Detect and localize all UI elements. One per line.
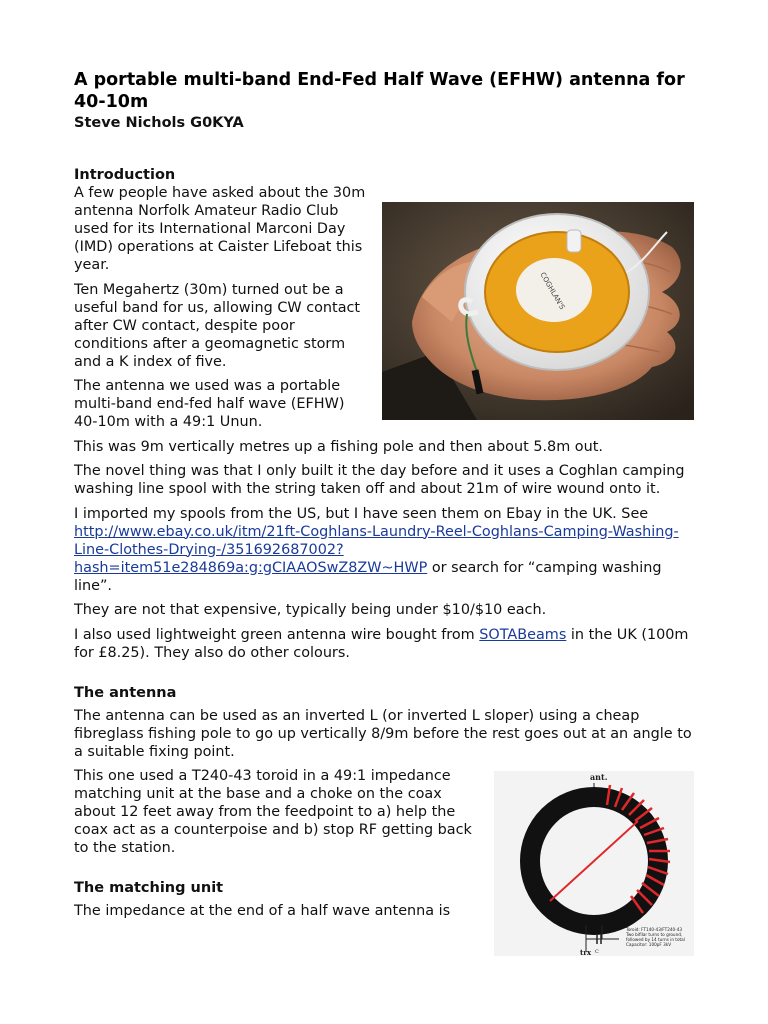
antenna-paragraph-2: This one used a T240-43 toroid in a 49:1 impedance matching unit at the base and a choke on the coax about 12 feet away from the feedpoint to a) help the coax act as a counterpoise and b) stop RF getting back to the station. bbox=[74, 768, 472, 856]
intro-paragraph-8 bbox=[74, 626, 694, 662]
toroid-diagram bbox=[494, 771, 694, 956]
diagram-note-3: followed by 14 turns in total bbox=[626, 937, 685, 942]
article-body bbox=[74, 166, 694, 956]
diagram-label-ant: ant. bbox=[590, 772, 608, 782]
spool-photo-image bbox=[382, 202, 694, 420]
intro-paragraph-4: This was 9m vertically metres up a fishing pole and then about 5.8m out. bbox=[74, 438, 603, 455]
intro-paragraph-5: The novel thing was that I only built it the day before and it uses a Coghlan camping washing line spool with the string taken off and about 21m of wire wound onto it. bbox=[74, 463, 685, 497]
section-heading-matching-unit: The matching unit bbox=[74, 880, 224, 896]
intro-paragraph-6 bbox=[74, 505, 694, 595]
diagram-label-cap: C bbox=[595, 949, 599, 955]
diagram-note-2: Two bifilar turns to ground, bbox=[626, 932, 683, 937]
sotabeams-link[interactable]: SOTABeams bbox=[479, 626, 567, 643]
toroid-diagram-image bbox=[494, 771, 694, 956]
spool-label: COGHLAN'S bbox=[538, 271, 567, 311]
intro-paragraph-8-start: I also used lightweight green antenna wire bought from bbox=[74, 626, 480, 643]
document-title: A portable multi-band End-Fed Half Wave (EFHW) antenna for 40-10m bbox=[74, 70, 685, 112]
diagram-note-4: Capacitor: 100pF 3kV bbox=[626, 942, 672, 947]
diagram-note-1: Toroid: FT140-43/FT240-43 bbox=[626, 927, 683, 932]
section-heading-introduction: Introduction bbox=[74, 167, 176, 183]
intro-paragraph-3: The antenna we used was a portable multi-band end-fed half wave (EFHW) 40-10m with a 49:1 Unun. bbox=[74, 378, 345, 430]
intro-paragraph-6-start: I imported my spools from the US, but I have seen them on Ebay in the UK. See bbox=[74, 505, 649, 522]
intro-paragraph-1: A few people have asked about the 30m antenna Norfolk Amateur Radio Club used for its International Marconi Day (IMD) operations at Caister Lifeboat this year. bbox=[74, 185, 366, 273]
author-line: Steve Nichols G0KYA bbox=[74, 115, 244, 131]
intro-paragraph-8-end: in the UK (100m for £8.25). They also do other colours. bbox=[74, 626, 689, 661]
antenna-paragraph-1: The antenna can be used as an inverted L (or inverted L sloper) using a cheap fibreglass fishing pole to go up vertically 8/9m before the rest goes out at an angle to a suitable fixing point. bbox=[74, 707, 692, 760]
intro-paragraph-7: They are not that expensive, typically being under $10/$10 each. bbox=[74, 602, 547, 618]
spool-photo bbox=[382, 202, 694, 420]
diagram-label-trx: trx bbox=[580, 948, 592, 956]
ebay-link[interactable]: http://www.ebay.co.uk/itm/21ft-Coghlans-Laundry-Reel-Coghlans-Camping-Washing-Line-Clothes-Drying-/351692687002?hash=item51e284869a:g:gCIAAOSwZ8ZW~HWP bbox=[74, 523, 679, 576]
intro-paragraph-6-end: or search for “camping washing line”. bbox=[74, 559, 662, 594]
section-heading-antenna: The antenna bbox=[74, 684, 177, 701]
matching-paragraph-1: The impedance at the end of a half wave antenna is bbox=[74, 903, 451, 919]
intro-paragraph-2: Ten Megahertz (30m) turned out be a useful band for us, allowing CW contact after CW contact, despite poor conditions after a geomagnetic storm and a K index of five. bbox=[74, 281, 361, 370]
